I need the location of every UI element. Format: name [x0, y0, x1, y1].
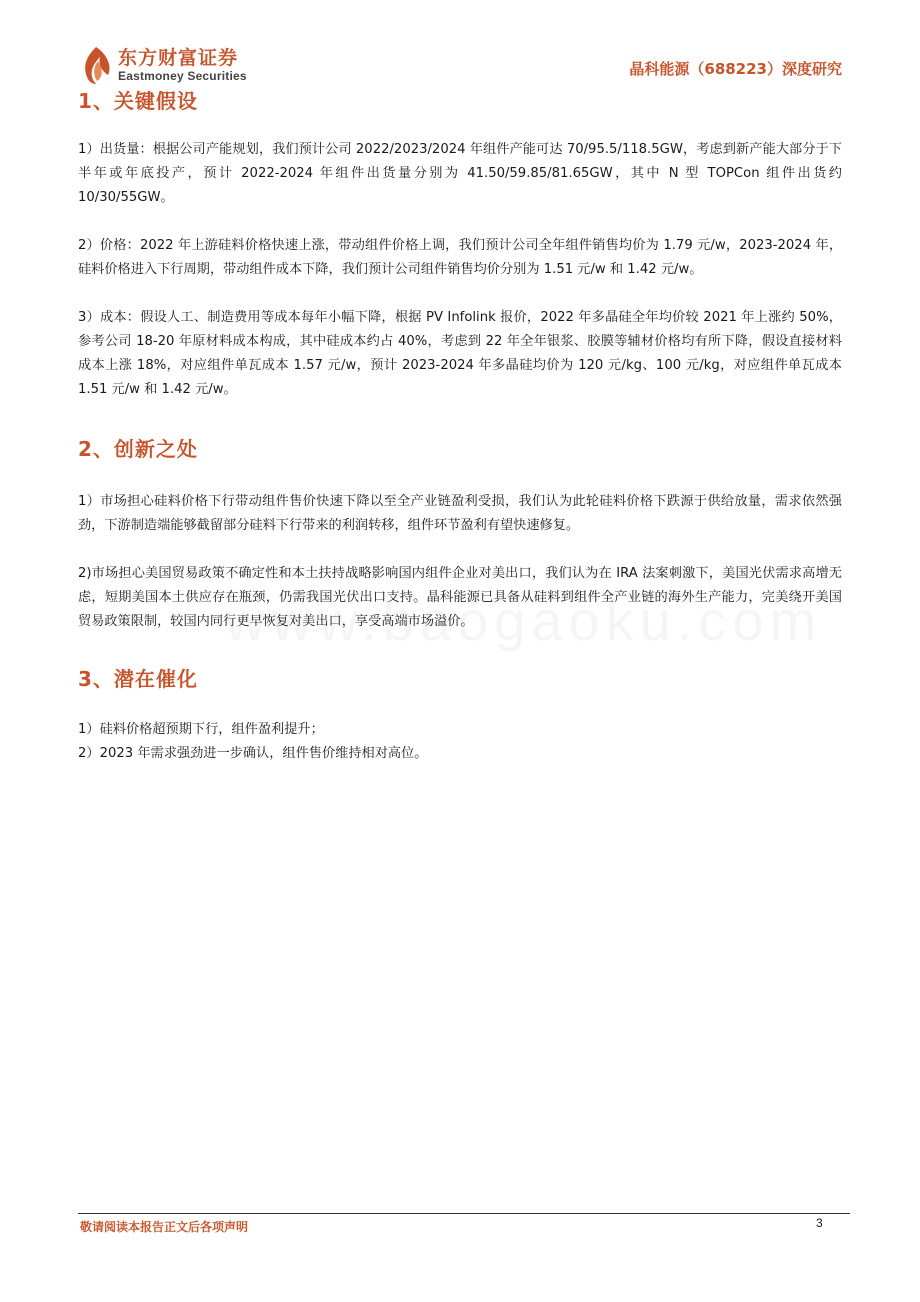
- section-key-assumptions: [78, 84, 842, 402]
- section-heading: 2、创新之处: [78, 437, 198, 461]
- logo-chinese-name: 东方财富证券: [118, 47, 239, 69]
- section-heading: 3、潜在催化: [78, 667, 198, 691]
- report-title: 晶科能源（688223）深度研究: [629, 60, 842, 78]
- paragraph-catalyst-1: 1）硅料价格超预期下行，组件盈利提升；: [78, 722, 324, 737]
- document-body: [78, 84, 842, 766]
- page-number: 3: [816, 1216, 823, 1230]
- section-innovations: [78, 432, 842, 634]
- logo-english-name: Eastmoney Securities: [118, 69, 247, 83]
- paragraph-innovation-1: 1）市场担心硅料价格下行带动组件售价快速下降以至全产业链盈利受损，我们认为此轮硅料价格下跌源于供给放量，需求依然强劲，下游制造端能够截留部分硅料下行带来的利润转移，组件环节盈利有望快速修复。: [78, 494, 842, 533]
- paragraph-shipments: 1）出货量：根据公司产能规划，我们预计公司 2022/2023/2024 年组件产能可达 70/95.5/118.5GW，考虑到新产能大部分于下半年或年底投产，预计 2022-2024 年组件出货量分别为 41.50/59.85/81.65GW，其中 N 型 TOPCon 组件出货约 10/30/55GW。: [78, 142, 842, 205]
- paragraph-innovation-2: 2)市场担心美国贸易政策不确定性和本土扶持战略影响国内组件企业对美出口，我们认为在 IRA 法案刺激下，美国光伏需求高增无虑，短期美国本土供应存在瓶颈，仍需我国光伏出口支持。晶科能源已具备从硅料到组件全产业链的海外生产能力，完美绕开美国贸易政策限制，较国内同行更早恢复对美出口，享受高端市场溢价。: [78, 566, 842, 629]
- section-heading: 1、关键假设: [78, 89, 198, 113]
- section-catalysts: [78, 662, 842, 766]
- page-header: [78, 40, 842, 88]
- flame-logo-icon: [78, 45, 114, 85]
- disclaimer-note: 敬请阅读本报告正文后各项声明: [80, 1220, 249, 1234]
- footer-divider: [78, 1213, 850, 1214]
- paragraph-catalyst-2: 2）2023 年需求强劲进一步确认，组件售价维持相对高位。: [78, 746, 428, 761]
- company-logo: [78, 44, 247, 86]
- paragraph-price: 2）价格：2022 年上游硅料价格快速上涨，带动组件价格上调，我们预计公司全年组件销售均价为 1.79 元/w，2023-2024 年，硅料价格进入下行周期，带动组件成本下降，我们预计公司组件销售均价分别为 1.51 元/w 和 1.42 元/w。: [78, 238, 843, 277]
- paragraph-cost: 3）成本：假设人工、制造费用等成本每年小幅下降，根据 PV Infolink 报价，2022 年多晶硅全年均价较 2021 年上涨约 50%，参考公司 18-20 年原材料成本构成，其中硅成本约占 40%，考虑到 22 年全年银浆、胶膜等辅材价格均有所下降，假设直接材料成本上涨 18%，对应组件单瓦成本 1.57 元/w，预计 2023-2024 年多晶硅均价为 120 元/kg、100 元/kg，对应组件单瓦成本 1.51 元/w 和 1.42 元/w。: [78, 310, 842, 397]
